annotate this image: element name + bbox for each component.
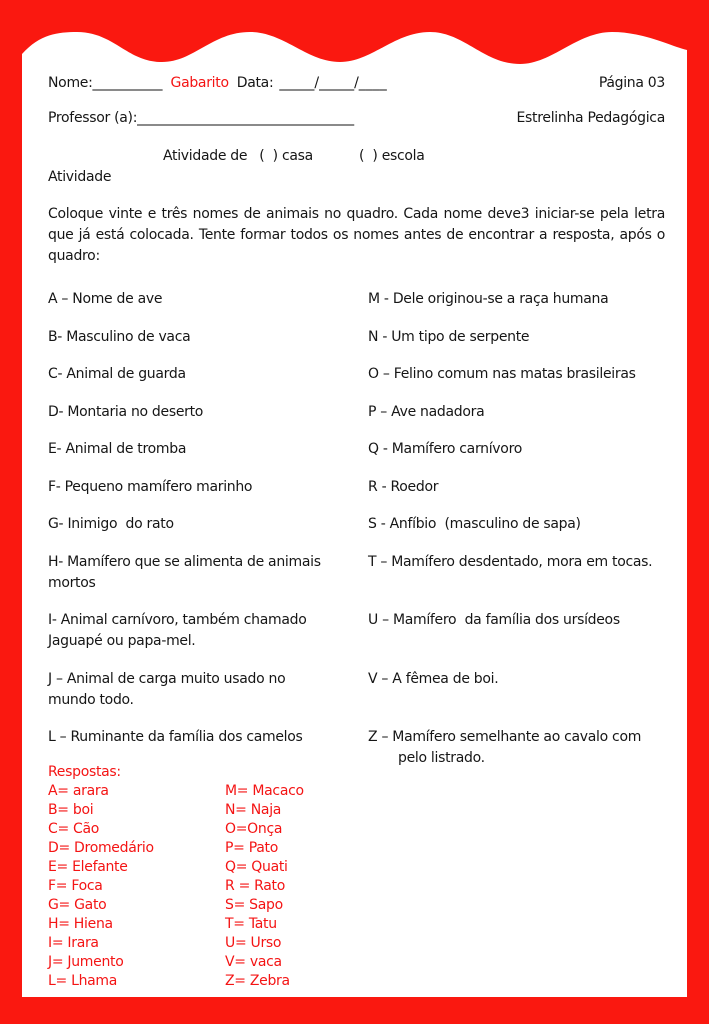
clue-item-n: N - Um tipo de serpente — [368, 328, 530, 345]
answer-item-t: T= Tatu — [225, 916, 277, 932]
school-checkbox-option: ( ) escola — [358, 148, 425, 164]
worksheet-content — [22, 70, 687, 997]
home-checkbox-option: ( ) casa — [259, 148, 313, 164]
professor-blank-line: _______________________________ — [137, 110, 355, 126]
answer-item-z: Z= Zebra — [225, 973, 290, 989]
answer-item-n: N= Naja — [225, 802, 282, 818]
answers-title: Respostas: — [48, 764, 121, 780]
answer-item-b: B= boi — [48, 802, 94, 818]
name-blank-line: __________ — [92, 75, 163, 91]
answer-item-f: F= Foca — [48, 878, 103, 894]
clue-item-z: Z – Mamífero semelhante ao cavalo com pelo listrado. — [368, 729, 646, 766]
clue-item-o: O – Felino comum nas matas brasileiras — [368, 366, 636, 382]
answer-item-p: P= Pato — [225, 840, 278, 856]
answer-item-a: A= arara — [48, 783, 109, 799]
answer-item-e: E= Elefante — [48, 859, 128, 875]
header-line-2 — [48, 108, 665, 129]
clue-item-i: I- Animal carnívoro, também chamado Jaguapé ou papa-mel. — [48, 612, 311, 649]
answer-item-i: I= Irara — [48, 935, 99, 951]
clue-item-j: J – Animal de carga muito usado no mundo todo. — [48, 670, 290, 708]
clues-grid — [48, 289, 665, 769]
header-line-1 — [48, 73, 665, 94]
clue-item-m: M - Dele originou-se a raça humana — [368, 291, 609, 307]
clue-item-f: F- Pequeno mamífero marinho — [48, 478, 253, 495]
answer-item-m: M= Macaco — [225, 783, 304, 799]
clue-item-h: H- Mamífero que se alimenta de animais mortos — [48, 553, 325, 591]
clue-item-e: E- Animal de tromba — [48, 441, 187, 457]
professor-label: Professor (a): — [48, 110, 138, 126]
activity-label: Atividade — [48, 169, 112, 185]
answer-item-v: V= vaca — [225, 954, 282, 970]
answer-item-l: L= Lhama — [48, 973, 118, 989]
answer-item-u: U= Urso — [225, 935, 282, 951]
answer-item-q: Q= Quati — [225, 859, 288, 875]
answers-grid — [48, 782, 665, 991]
page-number: Página 03 — [598, 75, 665, 91]
professor-group — [48, 108, 354, 129]
clue-item-b: B- Masculino de vaca — [48, 328, 191, 345]
clue-item-u: U – Mamífero da família dos ursídeos — [368, 612, 620, 628]
clue-item-l: L – Ruminante da família dos camelos — [48, 729, 303, 745]
clue-item-t: T – Mamífero desdentado, mora em tocas. — [368, 553, 653, 570]
instructions-paragraph: Coloque vinte e três nomes de animais no quadro. Cada nome deve3 iniciar-se pela letra que já está colocada. Tente formar todos os nomes antes de encontrar a resposta, após o quadro: — [48, 206, 665, 264]
answers-section — [48, 763, 665, 991]
answer-item-g: G= Gato — [48, 897, 107, 913]
activity-type-line — [48, 146, 665, 167]
clue-item-g: G- Inimigo do rato — [48, 516, 174, 532]
date-label: Data: — [236, 75, 274, 91]
clue-item-d: D- Montaria no deserto — [48, 403, 204, 420]
answer-item-o: O=Onça — [225, 821, 283, 837]
clue-item-r: R - Roedor — [368, 478, 439, 495]
answer-item-r: R = Rato — [225, 878, 286, 894]
name-date-group — [48, 73, 387, 94]
answer-item-s: S= Sapo — [225, 897, 283, 913]
clue-item-c: C- Animal de guarda — [48, 366, 186, 382]
clue-item-p: P – Ave nadadora — [368, 403, 485, 420]
brand-name: Estrelinha Pedagógica — [516, 110, 665, 126]
clue-item-s: S - Anfíbio (masculino de sapa) — [368, 516, 581, 532]
answer-item-c: C= Cão — [48, 821, 100, 837]
answer-item-j: J= Jumento — [48, 954, 124, 970]
name-label: Nome: — [48, 75, 93, 91]
gabarito-answer: Gabarito — [170, 75, 229, 91]
clue-item-v: V – A fêmea de boi. — [368, 670, 499, 687]
answer-item-d: D= Dromedário — [48, 840, 154, 856]
date-blank-line: _____/_____/____ — [279, 75, 387, 91]
clue-item-a: A – Nome de ave — [48, 291, 163, 307]
activity-type-label: Atividade de — [163, 148, 248, 164]
wavy-top-border — [22, 18, 687, 70]
answer-item-h: H= Hiena — [48, 916, 113, 932]
clue-item-q: Q - Mamífero carnívoro — [368, 441, 522, 457]
